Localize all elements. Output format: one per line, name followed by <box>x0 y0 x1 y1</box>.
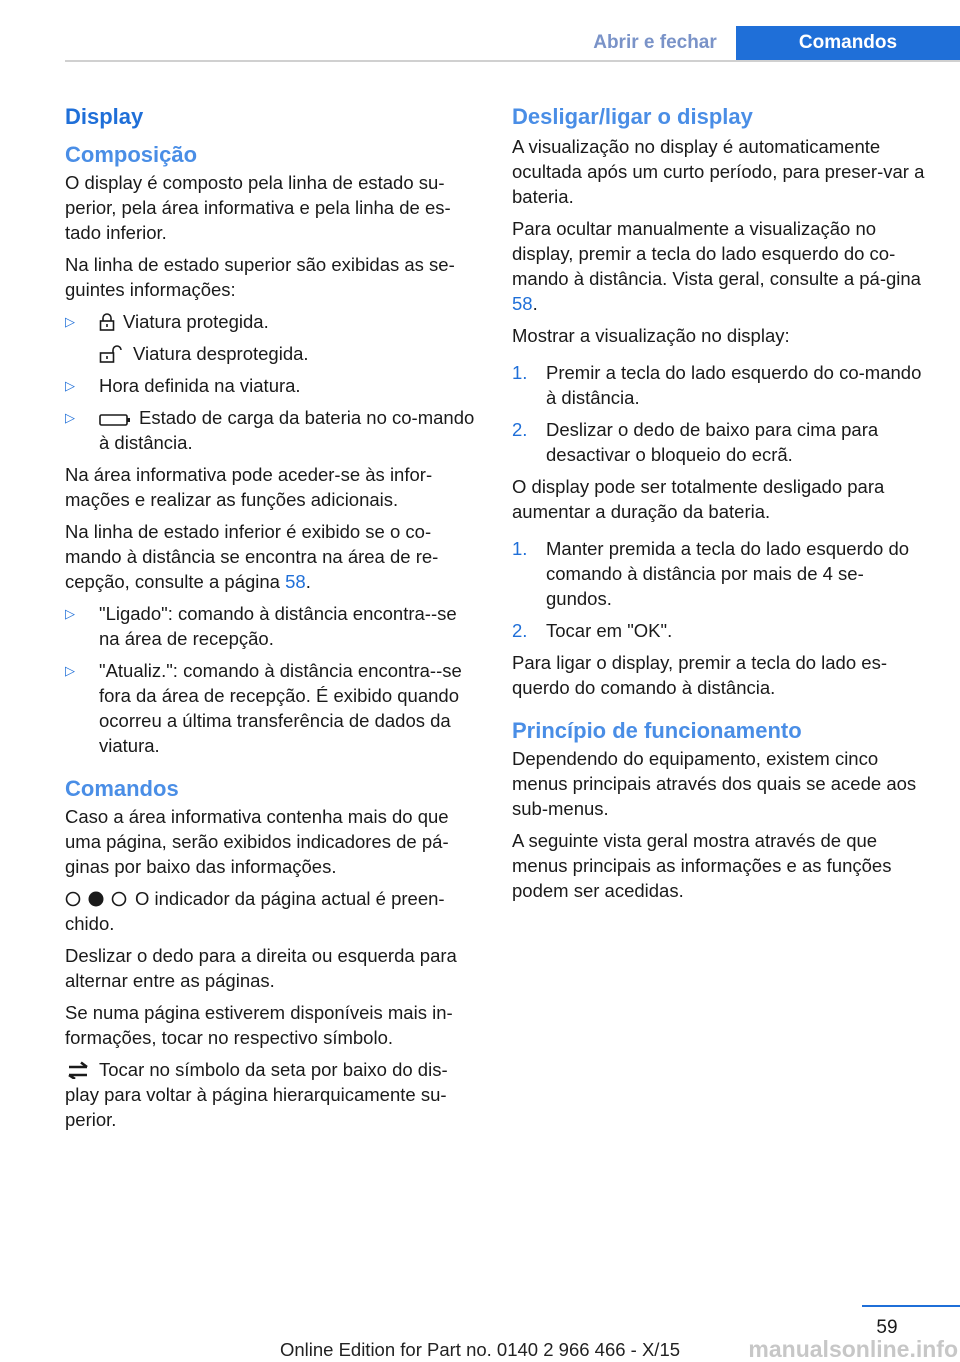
paragraph: Na linha de estado superior são exibidas as se-guintes informações: <box>65 254 455 300</box>
bullet-marker-icon: ▷ <box>65 410 75 425</box>
bullet-marker-icon: ▷ <box>65 378 75 393</box>
paragraph: A visualização no display é automaticamente ocultada após um curto período, para preser-var a bateria. <box>512 136 925 207</box>
paragraph: Mostrar a visualização no display: <box>512 325 790 346</box>
paragraph <box>512 216 927 316</box>
lock-closed-icon <box>99 313 115 331</box>
page-number: 59 <box>876 1317 898 1338</box>
list-sub-item <box>65 341 480 366</box>
bullet-marker-icon: ▷ <box>65 663 75 678</box>
step-number: 2. <box>512 419 528 440</box>
heading-comandos: Comandos <box>65 776 179 801</box>
list-item <box>65 373 480 398</box>
step-number: 1. <box>512 538 528 559</box>
steps-show-display <box>512 360 927 467</box>
list-item-text: Premir a tecla do lado esquerdo do co-mando à distância. <box>546 362 922 408</box>
list-item <box>512 618 927 643</box>
bullet-marker-icon: ▷ <box>65 314 75 329</box>
header-tab-comandos[interactable]: Comandos <box>736 26 960 62</box>
paragraph: Caso a área informativa contenha mais do que uma página, serão exibidos indicadores de pá-ginas por baixo das informações. <box>65 806 449 877</box>
paragraph: O display pode ser totalmente desligado para aumentar a duração da bateria. <box>512 476 885 522</box>
paragraph-text: Tocar no símbolo da seta por baixo do dis-play para voltar à página hierarquicamente su-perior. <box>65 1059 448 1130</box>
list-item-text: Deslizar o dedo de baixo para cima para desactivar o bloqueio do ecrã. <box>546 419 879 465</box>
paragraph <box>65 886 480 936</box>
list-item-text: Viatura protegida. <box>123 311 269 332</box>
battery-icon <box>99 413 131 427</box>
right-column <box>512 100 927 910</box>
step-number: 1. <box>512 362 528 383</box>
list-item-text: "Ligado": comando à distância encontra--se na área de recepção. <box>99 603 457 649</box>
edition-line: Online Edition for Part no. 0140 2 966 466 - X/15 <box>279 1339 681 1360</box>
bullet-marker-icon: ▷ <box>65 606 75 621</box>
paragraph-text: Na linha de estado inferior é exibido se o co-mando à distância se encontra na área de re-cepção, consulte a página <box>65 521 439 592</box>
page-indicator-dots-icon <box>65 890 127 908</box>
list-item <box>65 601 480 651</box>
left-column <box>65 100 480 1139</box>
list-item-text: Hora definida na viatura. <box>99 375 301 396</box>
header-rule <box>65 60 960 62</box>
heading-desligar-ligar: Desligar/ligar o display <box>512 104 753 129</box>
list-item <box>65 309 480 334</box>
paragraph: Na área informativa pode aceder-se às infor-mações e realizar as funções adicionais. <box>65 464 433 510</box>
status-info-list <box>65 309 480 334</box>
list-item-text: Manter premida a tecla do lado esquerdo do comando à distância por mais de 4 se-gundos. <box>546 538 910 609</box>
list-item <box>65 405 480 455</box>
list-item <box>65 658 480 758</box>
paragraph: O display é composto pela linha de estado su-perior, pela área informativa e pela linha de es-tado inferior. <box>65 172 451 243</box>
paragraph-text: O indicador da página actual é preen-chido. <box>65 888 445 934</box>
watermark: manualsonline.info <box>748 1336 958 1362</box>
step-number: 2. <box>512 620 528 641</box>
paragraph-text: . <box>532 293 538 314</box>
list-item-text: Estado de carga da bateria no co-mando à distância. <box>99 407 475 453</box>
page-link-58[interactable]: 58 <box>512 293 533 314</box>
list-item-text: Viatura desprotegida. <box>133 343 309 364</box>
status-info-list-cont <box>65 373 480 455</box>
reception-status-list <box>65 601 480 758</box>
list-item <box>512 360 927 410</box>
heading-display: Display <box>65 104 144 129</box>
paragraph: Para ligar o display, premir a tecla do lado es-querdo do comando à distância. <box>512 652 887 698</box>
heading-principio: Princípio de funcionamento <box>512 718 802 743</box>
steps-switch-off <box>512 536 927 643</box>
back-arrow-icon <box>65 1061 91 1079</box>
list-item <box>512 417 927 467</box>
paragraph: Deslizar o dedo para a direita ou esquerda para alternar entre as páginas. <box>65 945 457 991</box>
list-item <box>512 536 927 611</box>
paragraph: A seguinte vista geral mostra através de que menus principais as informações e as funções podem ser acedidas. <box>512 830 892 901</box>
header-tab-abrir-e-fechar[interactable]: Abrir e fechar <box>593 32 717 53</box>
paragraph: Dependendo do equipamento, existem cinco menus principais através dos quais se acede aos sub-menus. <box>512 748 917 819</box>
paragraph-text: Para ocultar manualmente a visualização no display, premir a tecla do lado esquerdo do co-mando à distância. Vista geral, consulte a pá-gina <box>512 218 921 289</box>
list-item-text: "Atualiz.": comando à distância encontra--se fora da área de recepção. É exibido quando ocorreu a última transferência de dados da viatura. <box>99 660 462 756</box>
page-link-58[interactable]: 58 <box>285 571 306 592</box>
footer-rule <box>862 1305 960 1307</box>
paragraph <box>65 1057 480 1132</box>
paragraph <box>65 519 480 594</box>
list-item-text: Tocar em "OK". <box>546 620 673 641</box>
lock-open-icon <box>99 345 125 363</box>
paragraph: Se numa página estiverem disponíveis mais in-formações, tocar no respectivo símbolo. <box>65 1002 453 1048</box>
paragraph-text: . <box>305 571 311 592</box>
heading-composicao: Composição <box>65 142 198 167</box>
